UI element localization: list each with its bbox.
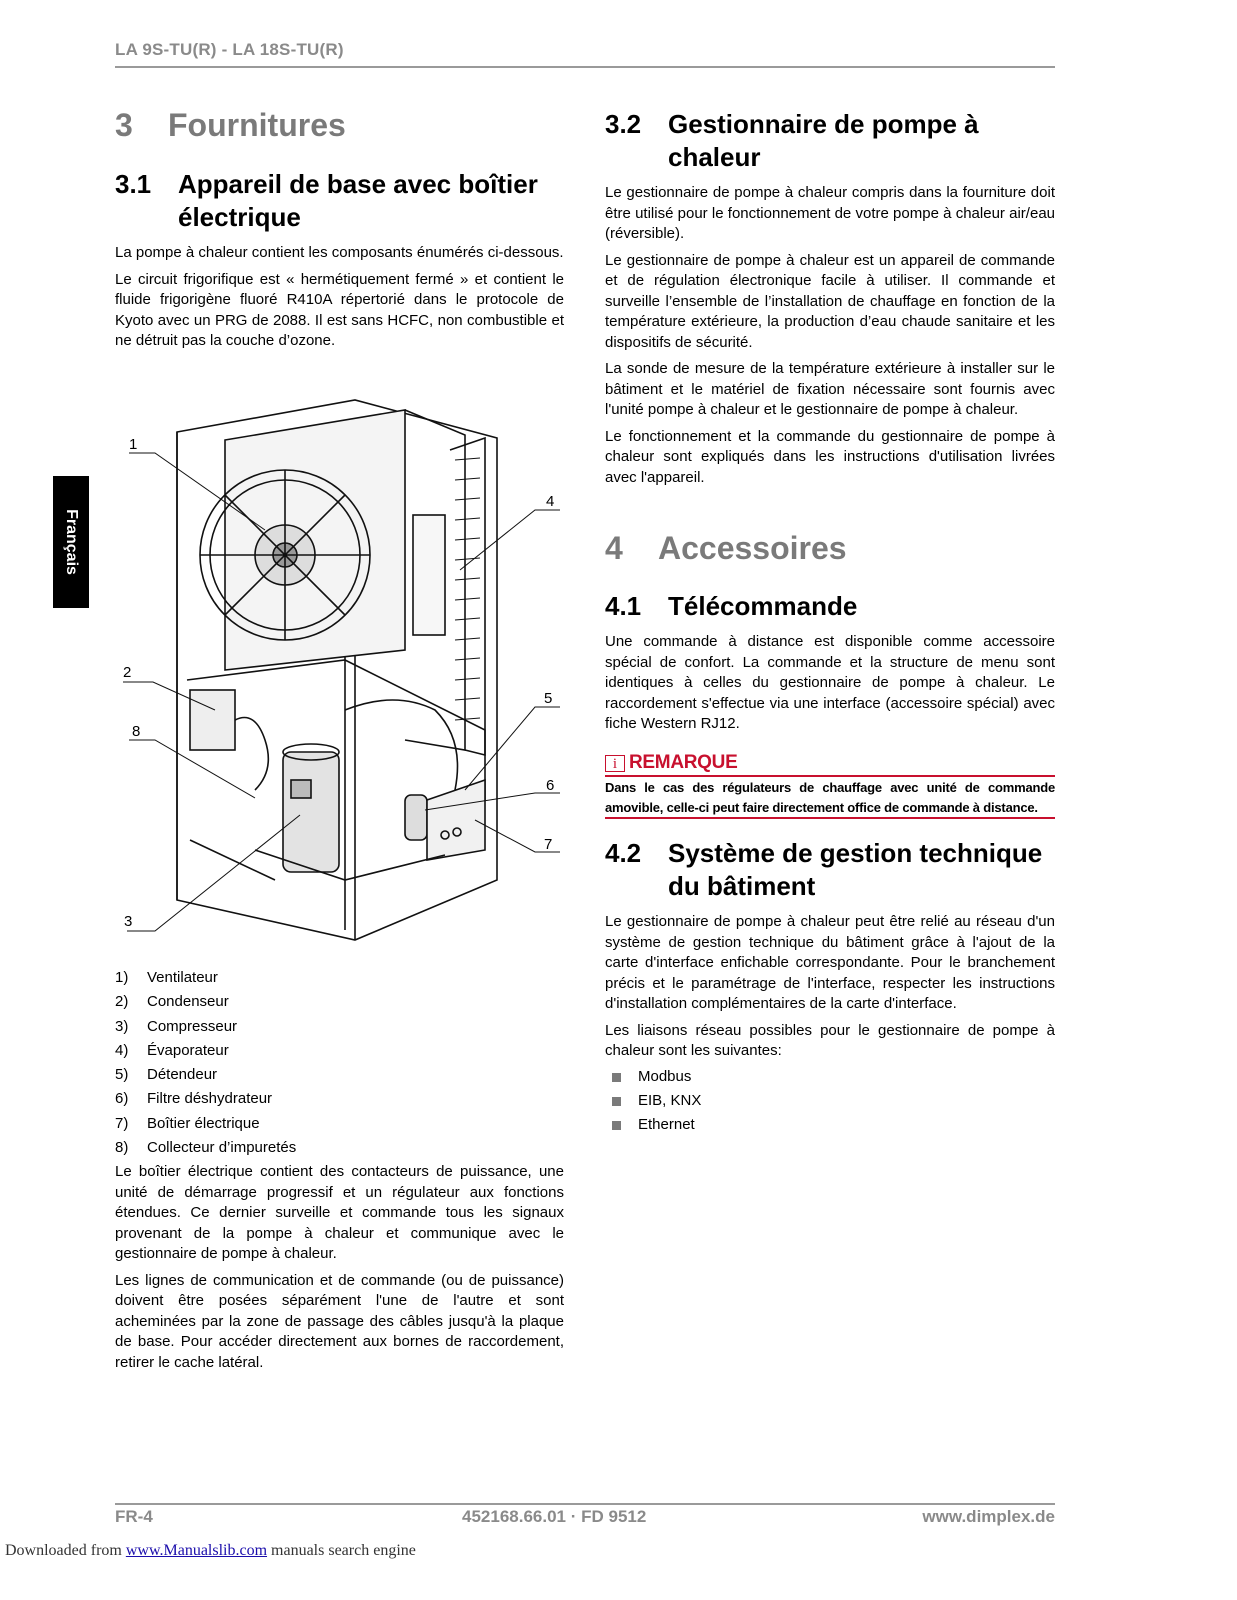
paragraph: La sonde de mesure de la température extérieure à installer sur le bâtiment et le matériel de fixation nécessaire sont fournis avec l'unité pompe à chaleur et le gestionnaire de pompe à chaleur. xyxy=(605,360,1055,418)
legend-item: 6) Filtre déshydrateur xyxy=(115,1090,273,1108)
paragraph: Une commande à distance est disponible comme accessoire spécial de confort. La commande et la structure de menu sont identiques à celles du gestionnaire de pompe à chaleur. Le raccordement s'effectue via une interface (accessoire spécial) avec fiche Western RJ12. xyxy=(605,633,1055,732)
paragraph: Le boîtier électrique contient des contacteurs de puissance, une unité de démarrage progressif et un régulateur aux fonctions étendues. Ce dernier surveille et commande tous les signaux provenant de la pompe à chaleur et communique avec le gestionnaire de pompe à chaleur. xyxy=(115,1163,564,1262)
paragraph: Les liaisons réseau possibles pour le gestionnaire de pompe à chaleur sont les suivantes: xyxy=(605,1021,1055,1059)
footer-rule xyxy=(115,1503,1055,1505)
section-4-1-heading xyxy=(605,590,1055,624)
paragraph: La pompe à chaleur contient les composants énumérés ci-dessous. xyxy=(115,244,564,261)
outro-text xyxy=(115,1162,564,1373)
note-header xyxy=(605,752,1055,774)
intro-text xyxy=(115,243,564,352)
download-prefix: Downloaded from xyxy=(5,1542,126,1559)
legend-item: 2) Condenseur xyxy=(115,993,229,1011)
note-rule xyxy=(605,817,1055,819)
legend-item: 5) Détendeur xyxy=(115,1066,218,1084)
subsection-title: Gestionnaire de pompe à chaleur xyxy=(668,109,979,172)
subsection-number: 3.1 xyxy=(115,169,152,199)
page-number: FR-4 xyxy=(115,1507,153,1526)
subsection-number: 3.2 xyxy=(605,109,642,139)
paragraph: Le gestionnaire de pompe à chaleur peut être relié au réseau d'un système de gestion technique du bâtiment grâce à l'ajout de la carte d'interface enfichable correspondante. Pour le branchement précis et le paramétrage de l'interface, respecter les instructions d'installation complémentaires de la carte d'interface. xyxy=(605,913,1055,1012)
paragraph: Le gestionnaire de pompe à chaleur compris dans la fourniture doit être utilisé pour le fonctionnement de votre pompe à chaleur air/eau (réversible). xyxy=(605,184,1055,242)
callout-7: 7 xyxy=(544,836,553,853)
header-rule xyxy=(115,66,1055,68)
heat-pump-diagram xyxy=(115,380,565,950)
section-3-2-text xyxy=(605,183,1055,488)
section-4-2-text xyxy=(605,912,1055,1062)
legend-item: 4) Évaporateur xyxy=(115,1041,229,1059)
paragraph: Le fonctionnement et la commande du gestionnaire de pompe à chaleur sont expliqués dans les instructions d'utilisation livrées avec l'appareil. xyxy=(605,427,1055,486)
language-tab-label: Français xyxy=(63,509,80,575)
section-title: Accessoires xyxy=(658,530,847,566)
bullet-square-icon xyxy=(612,1097,621,1106)
subsection-title: Système de gestion technique du bâtiment xyxy=(668,838,1043,901)
bullet-square-icon xyxy=(612,1121,621,1130)
legend-item: 3) Compresseur xyxy=(115,1017,238,1035)
note-text: Dans le cas des régulateurs de chauffage avec unité de commande amovible, celle-ci peut faire directement office de commande à distance. xyxy=(605,780,1055,815)
language-tab xyxy=(53,476,89,608)
manualslib-link[interactable]: www.Manualslib.com xyxy=(125,1542,268,1559)
note-rule xyxy=(605,775,1055,777)
info-icon: i xyxy=(605,755,625,772)
callout-4: 4 xyxy=(546,493,555,510)
paragraph: Le circuit frigorifique est « hermétiquement fermé » et contient le fluide frigorigène fluoré R410A répertorié dans le protocole de Kyoto avec un PRG de 2088. Il est sans HCFC, non combustible et ne détruit pas la couche d’ozone. xyxy=(115,270,564,349)
component-legend xyxy=(115,966,564,1160)
callout-8: 8 xyxy=(132,723,141,740)
section-3-heading xyxy=(115,107,346,144)
note-title: REMARQUE xyxy=(629,752,738,773)
section-number: 3 xyxy=(115,107,133,143)
document-number: 452168.66.01 · FD 9512 xyxy=(462,1507,647,1526)
legend-item: 1) Ventilateur xyxy=(115,969,218,986)
section-title: Fournitures xyxy=(168,107,346,143)
paragraph: Les lignes de communication et de commande (ou de puissance) doivent être posées séparément l'une de l'autre et sont acheminées par la zone de passage des câbles jusqu'à la plaque de base. Pour accéder directement aux bornes de raccordement, retirer le cache latéral. xyxy=(115,1271,564,1371)
callout-1: 1 xyxy=(129,436,138,453)
callout-5: 5 xyxy=(544,690,553,707)
legend-item: 8) Collecteur d’impuretés xyxy=(115,1139,297,1157)
download-notice xyxy=(5,1542,416,1560)
subsection-title: Télécommande xyxy=(668,591,858,621)
running-title: LA 9S-TU(R) - LA 18S-TU(R) xyxy=(115,40,344,59)
section-number: 4 xyxy=(605,530,623,566)
callout-3: 3 xyxy=(124,913,133,930)
subsection-number: 4.1 xyxy=(605,591,642,621)
section-4-2-heading xyxy=(605,837,1055,905)
subsection-number: 4.2 xyxy=(605,838,642,868)
callout-2: 2 xyxy=(123,664,132,681)
download-suffix: manuals search engine xyxy=(267,1542,416,1559)
website-url: www.dimplex.de xyxy=(922,1507,1055,1526)
subsection-title: Appareil de base avec boîtier électrique xyxy=(178,169,538,232)
legend-item: 7) Boîtier électrique xyxy=(115,1114,260,1132)
section-4-1-text xyxy=(605,632,1055,735)
section-3-2-heading xyxy=(605,108,1055,176)
paragraph: Le gestionnaire de pompe à chaleur est un appareil de commande et de régulation électronique facile à utiliser. Il commande et surveille l’ensemble de l’installation de chauffage en fonction de la température extérieure, la production d’eau chaude sanitaire et les dispositifs de sécurité. xyxy=(605,251,1055,351)
section-4-heading xyxy=(605,530,847,567)
section-3-1-heading xyxy=(115,168,575,236)
callout-6: 6 xyxy=(546,777,555,794)
bullet-square-icon xyxy=(612,1073,621,1082)
